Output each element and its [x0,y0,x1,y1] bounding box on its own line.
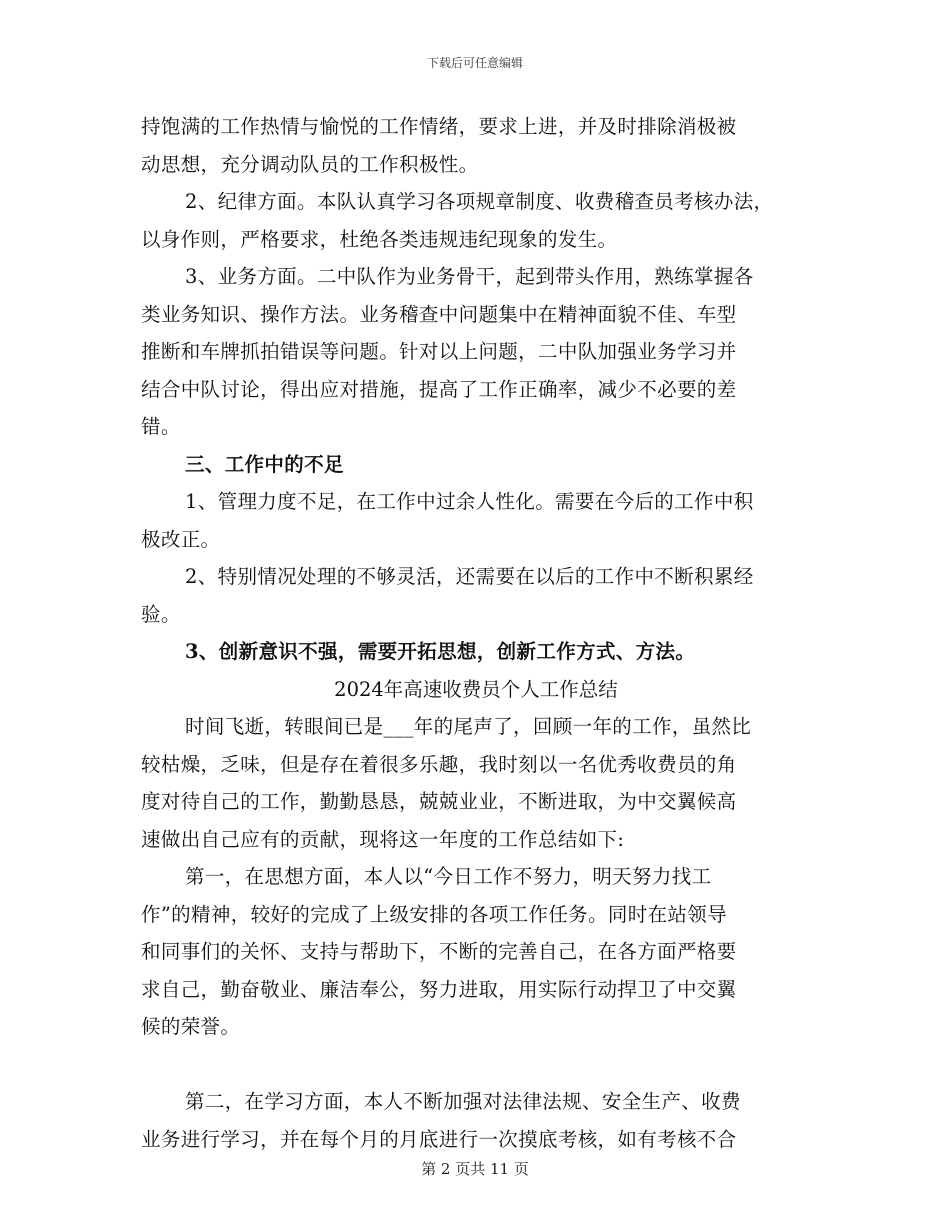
blank-line [141,1046,811,1084]
body-line: 极改正。 [141,527,221,551]
body-line: 结合中队讨论，得出应对措施，提高了工作正确率，减少不必要的差 [141,377,737,401]
body-line: 2、特别情况处理的不够灵活，还需要在以后的工作中不断积累经 [185,565,754,588]
body-line: 2、纪律方面。本队认真学习各项规章制度、收费稽查员考核办法， [185,190,774,213]
body-line: 推断和车牌抓拍错误等问题。针对以上问题，二中队加强业务学习并 [141,340,737,363]
body-line: 验。 [141,602,181,626]
body-line: 1、管理力度不足，在工作中过余人性化。需要在今后的工作中积 [185,490,754,513]
body-line: 持饱满的工作热情与愉悦的工作情绪，要求上进，并及时排除消极被 [141,115,737,138]
body-line: 度对待自己的工作，勤勤恳恳，兢兢业业，不断进取，为中交翼候高 [141,790,737,813]
body-line: 较枯燥，乏味，但是存在着很多乐趣，我时刻以一名优秀收费员的角 [141,752,737,776]
page-header: 下载后可任意编辑 [426,56,523,70]
body-line: 业务进行学习，并在每个月的月底进行一次摸底考核，如有考核不合 [141,1127,737,1151]
body-line: 和同事们的关怀、支持与帮助下，不断的完善自己，在各方面严格要 [141,940,737,963]
body-line: 动思想，充分调动队员的工作积极性。 [141,152,479,176]
body-line-bold: 3、创新意识不强，需要开拓思想，创新工作方式、方法。 [185,640,696,663]
body-line: 3、业务方面。二中队作为业务骨干，起到带头作用，熟练掌握各 [185,265,754,288]
body-line: 时间飞逝，转眼间已是___年的尾声了，回顾一年的工作，虽然比 [185,715,752,738]
body-line: 求自己，勤奋敬业、廉洁奉公，努力进取，用实际行动捍卫了中交翼 [141,977,737,1001]
body-line: 第二，在学习方面，本人不断加强对法律法规、安全生产、收费 [185,1090,741,1113]
document-body [141,108,811,1158]
body-line: 类业务知识、操作方法。业务稽查中问题集中在精神面貌不佳、车型 [141,302,737,326]
body-line: 以身作则，严格要求，杜绝各类违规违纪现象的发生。 [141,227,618,251]
body-line: 速做出自己应有的贡献，现将这一年度的工作总结如下: [141,827,625,851]
document-title: 2024年高速收费员个人工作总结 [334,677,618,701]
body-line: 第一，在思想方面，本人以“今日工作不努力，明天努力找工 [185,865,712,888]
section-heading: 三、工作中的不足 [185,452,344,476]
body-line: 作”的精神，较好的完成了上级安排的各项工作任务。同时在站领导 [141,902,727,926]
body-line: 候的荣誉。 [141,1015,241,1038]
body-line: 错。 [141,415,181,438]
page-footer: 第 2 页共 11 页 [421,1160,529,1178]
